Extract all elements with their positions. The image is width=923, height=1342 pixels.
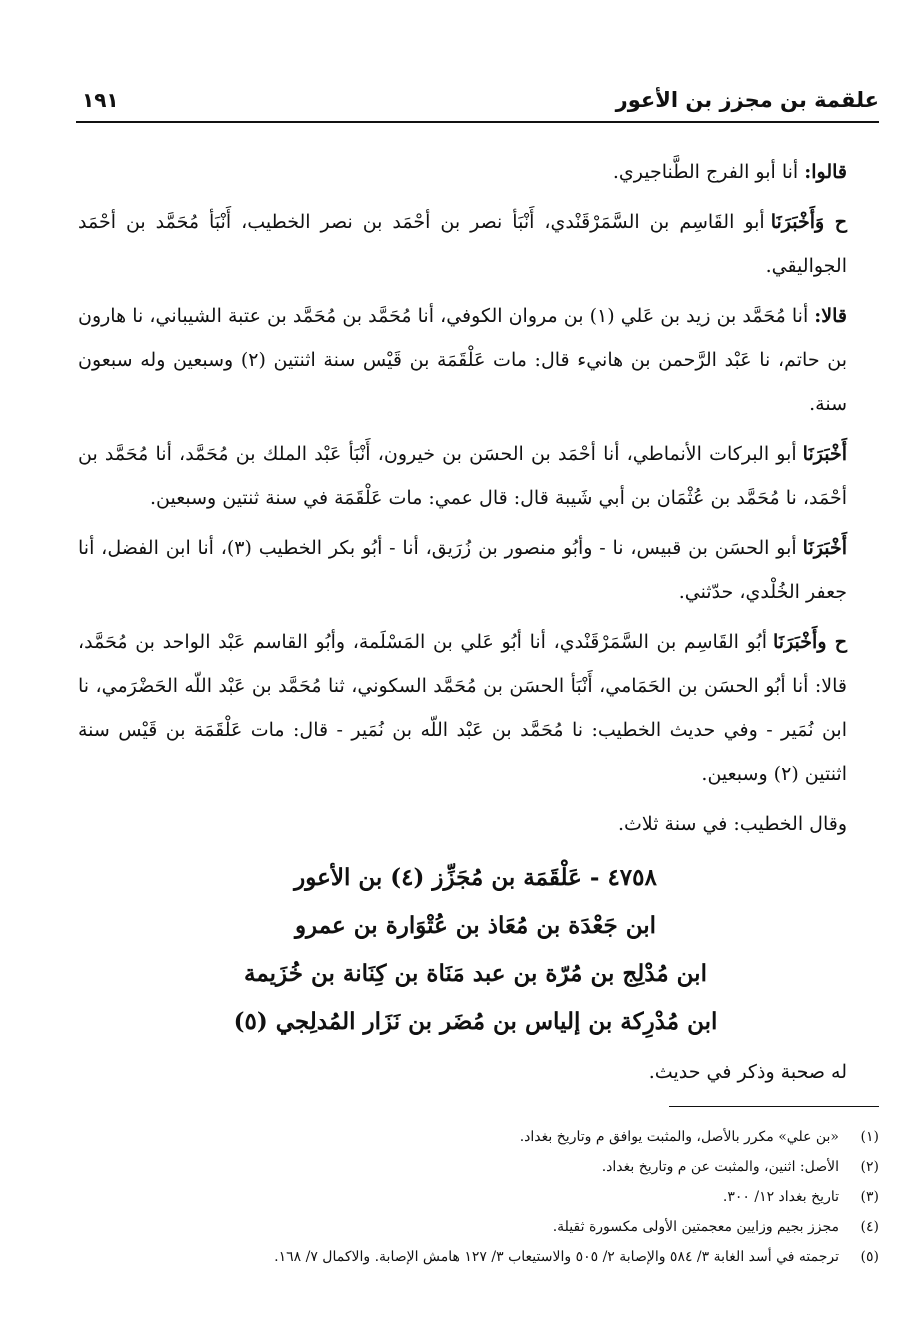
paragraph-lead: أَخْبَرَنَا (802, 537, 847, 559)
running-title: علقمة بن مجزز بن الأعور (615, 88, 879, 112)
paragraph-text: أبو الحسَن بن قبيس، نا - وأبُو منصور بن زُرَيق، أنا - أبُو بكر الخطيب (٣)، أنا ابن الفضل، أنا جعفر الخُلْدي، حدّثني. (78, 537, 847, 603)
footnotes (110, 1122, 879, 1272)
paragraph-lead: قالوا: (804, 161, 847, 183)
paragraph-text: أبو البركات الأنماطي، أنا أحْمَد بن الحسَن بن خيرون، أَنْبَأ عَبْد الملك بن مُحَمَّد، أنا مُحَمَّد بن أحْمَد، نا مُحَمَّد بن عُثْمَان بن أبي شَيبة قال: قال عمي: مات عَلْقَمَة في سنة ثنتين وسبعين. (78, 443, 847, 509)
footnote (110, 1242, 879, 1272)
footnote-text: تاريخ بغداد ١٢/ ٣٠٠. (722, 1189, 839, 1205)
paragraph (78, 294, 873, 426)
paragraph-text: أنا مُحَمَّد بن زيد بن عَلي (١) بن مروان الكوفي، أنا مُحَمَّد بن مُحَمَّد بن عتبة الشيباني، نا هارون بن حاتم، نا عَبْد الرَّحمن بن هانيء قال: مات عَلْقَمَة بن قَيْس سنة اثنتين (٢) وسبعين وله سبعون سنة. (78, 305, 847, 415)
paragraph-lead: قالا: (814, 305, 847, 327)
footnote-number: (٣) (860, 1189, 879, 1205)
paragraph (78, 150, 873, 194)
footnote-text: ترجمته في أسد الغابة ٣/ ٥٨٤ والإصابة ٢/ ٥٠٥ والاستيعاب ٣/ ١٢٧ هامش الإصابة. والاكمال ٧/ ١٦٨. (274, 1249, 839, 1265)
footnote-text: مجزز بجيم وزايين معجمتين الأولى مكسورة ثقيلة. (552, 1219, 839, 1235)
biography-entry-heading (78, 854, 873, 1046)
paragraph-lead: ح وَأَخْبَرَنَا (770, 211, 848, 233)
paragraph-lead: أَخْبَرَنَا (802, 443, 847, 465)
entry-line: ابن جَعْدَة بن مُعَاذ بن عُتْوَارة بن عمرو (294, 912, 657, 939)
main-text (78, 150, 873, 1100)
page-header (76, 88, 879, 122)
paragraph-text: أنا أبو الفرج الطَّناجيري. (612, 161, 799, 183)
footnote-text: الأصل: اثنين، والمثبت عن م وتاريخ بغداد. (601, 1159, 839, 1175)
paragraph (78, 620, 873, 796)
footnote (110, 1212, 879, 1242)
entry-line: ابن مُدْلِج بن مُرّة بن عبد مَنَاة بن كِنَانة بن خُزَيمة (244, 960, 707, 987)
footnote-rule (669, 1106, 879, 1107)
header-rule (76, 121, 879, 123)
paragraph-text: وقال الخطيب: في سنة ثلاث. (617, 813, 847, 835)
paragraph (78, 200, 873, 288)
footnote-number: (٤) (860, 1219, 879, 1235)
paragraph-text: أبو القَاسِم بن السَّمَرْقَنْدي، أَنْبَأ نصر بن أحْمَد بن نصر الخطيب، أَنْبَأ مُحَمَّد بن أحْمَد الجواليقي. (78, 211, 847, 277)
entry-line: ابن مُدْرِكة بن إلياس بن مُضَر بن نَزَار المُدلِجي (٥) (233, 1008, 718, 1035)
entry-description: له صحبة وذكر في حديث. (648, 1061, 847, 1083)
footnote-number: (٢) (860, 1159, 879, 1175)
footnote-number: (١) (860, 1129, 879, 1145)
page-number: ١٩١ (82, 88, 119, 112)
entry-line: ٤٧٥٨ - عَلْقَمَة بن مُجَزِّز (٤) بن الأعور (294, 864, 657, 891)
paragraph-text: أبُو القَاسِم بن السَّمَرْقَنْدي، أنا أبُو عَلي بن المَسْلَمة، وأبُو القاسم عَبْد الواحد بن مُحَمَّد، قالا: أنا أبُو الحسَن بن الحَمَامي، أَنْبَأ الحسَن بن مُحَمَّد السكوني، ثنا مُحَمَّد بن عَبْد اللّه الحَضْرَمي، نا ابن نُمَير - وفي حديث الخطيب: نا مُحَمَّد بن عَبْد اللّه بن نُمَير - قال: مات عَلْقَمَة بن قَيْس سنة اثنتين (٢) وسبعين. (78, 631, 847, 785)
footnote-text: «بن علي» مكرر بالأصل، والمثبت يوافق م وتاريخ بغداد. (519, 1129, 839, 1145)
footnote-number: (٥) (860, 1249, 879, 1265)
paragraph (78, 526, 873, 614)
footnote (110, 1182, 879, 1212)
paragraph (78, 802, 873, 846)
paragraph (78, 432, 873, 520)
footnote (110, 1152, 879, 1182)
footnote (110, 1122, 879, 1152)
paragraph-lead: ح وأَخْبَرَنَا (773, 631, 847, 653)
